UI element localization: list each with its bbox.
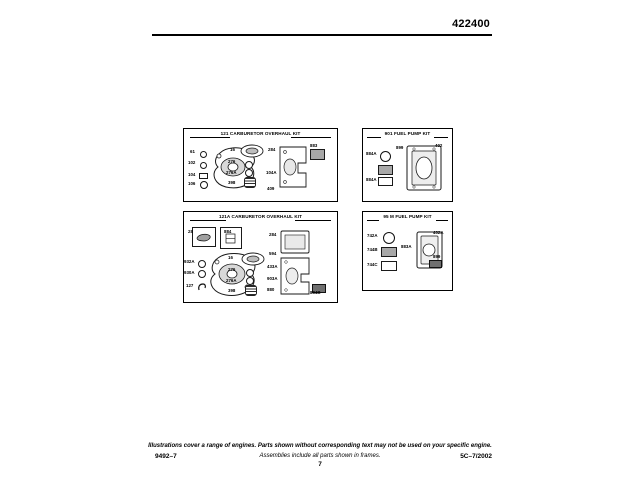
callout-903A: 903A xyxy=(267,276,278,281)
washer-part xyxy=(200,151,207,158)
callout-742A: 742A xyxy=(367,233,378,238)
o-ring-part xyxy=(246,277,254,285)
kit-frame-95m-fuel-pump xyxy=(362,211,453,291)
callout-899: 899 xyxy=(396,145,404,150)
callout-276: 276 xyxy=(228,159,236,164)
callout-284: 284 xyxy=(268,147,276,152)
callout-16: 16 xyxy=(230,147,235,152)
callout-104: 104 xyxy=(188,172,196,177)
callout-106: 106 xyxy=(188,181,196,186)
pump-cover-part xyxy=(381,261,397,271)
seal-part xyxy=(200,181,208,189)
callout-402A: 402A xyxy=(433,230,444,235)
kit-title-901: 901 FUEL PUMP KIT xyxy=(384,131,431,136)
footer-assembly-note: Assemblies include all parts shown in frames. xyxy=(259,453,381,459)
throttle-plate-part xyxy=(240,252,266,266)
fuel-pump-body-illustration xyxy=(403,142,447,194)
callout-883A: 883A xyxy=(401,244,412,249)
callout-883: 883 xyxy=(310,143,318,148)
kit-frame-121-carburetor-overhaul xyxy=(183,128,338,202)
callout-398: 398 xyxy=(228,180,236,185)
kit-title-121A: 121A CARBURETOR OVERHAUL KIT xyxy=(218,214,303,219)
gasket-stack-illustration xyxy=(277,228,313,298)
pump-diaphragm-part xyxy=(383,232,395,244)
throttle-plate-part xyxy=(239,144,265,158)
kit-title-95M: 95 M FUEL PUMP KIT xyxy=(383,214,432,219)
washer-part xyxy=(198,270,206,278)
kit-frame-901-fuel-pump xyxy=(362,128,453,202)
spring-part xyxy=(245,285,257,296)
o-ring-part xyxy=(246,269,254,277)
callout-61: 61 xyxy=(190,149,195,154)
spring-part xyxy=(244,177,256,188)
callout-402: 402 xyxy=(435,143,443,148)
callout-276A: 276A xyxy=(226,170,237,175)
gasket-sheet-part xyxy=(276,143,310,191)
kit-frame-121a-carburetor-overhaul xyxy=(183,211,338,303)
callout-16: 16 xyxy=(228,255,233,260)
callout-28: 28 xyxy=(188,229,193,234)
page-title: 422400 xyxy=(452,18,490,30)
callout-276A: 276A xyxy=(226,278,237,283)
callout-102: 102 xyxy=(188,160,196,165)
pump-gasket-part xyxy=(378,165,393,175)
callout-594: 594 xyxy=(269,251,277,256)
callout-284: 284 xyxy=(269,232,277,237)
washer-part xyxy=(200,162,207,169)
footer-left-code: 9492–7 xyxy=(155,453,177,460)
clip-part xyxy=(197,282,207,292)
callout-930A: 930A xyxy=(184,270,195,275)
callout-744C: 744C xyxy=(367,262,378,267)
callout-884A-bot: 884A xyxy=(366,177,377,182)
pump-gasket-part xyxy=(381,247,397,257)
callout-932A: 932A xyxy=(184,259,195,264)
o-ring-part xyxy=(245,161,253,169)
small-part-illustration xyxy=(195,232,212,243)
callout-398: 398 xyxy=(228,288,236,293)
callout-104A: 104A xyxy=(266,170,277,175)
pump-diaphragm-part xyxy=(380,151,391,162)
callout-744B: 744B xyxy=(367,247,378,252)
callout-276: 276 xyxy=(228,267,236,272)
callout-884: 884 xyxy=(224,229,232,234)
callout-899: 899 xyxy=(433,254,441,259)
footer-page-number: 7 xyxy=(318,461,322,468)
gasket-part xyxy=(199,173,208,179)
callout-880: 880 xyxy=(267,287,275,292)
callout-433A: 433A xyxy=(267,264,278,269)
diaphragm-part xyxy=(310,149,325,160)
washer-part xyxy=(198,260,206,268)
callout-127: 127 xyxy=(186,283,194,288)
screw-part xyxy=(429,260,442,268)
callout-409: 409 xyxy=(267,186,275,191)
kit-title-121: 121 CARBURETOR OVERHAUL KIT xyxy=(220,131,301,136)
footer-right-code: 5C–7/2002 xyxy=(460,453,492,460)
callout-884B: 884B xyxy=(310,290,321,295)
footer-illustration-note: Illustrations cover a range of engines. Parts shown without corresponding text may not be used on your specific engine. xyxy=(148,443,492,449)
pump-cover-part xyxy=(378,177,393,186)
callout-884A-top: 884A xyxy=(366,151,377,156)
o-ring-part xyxy=(245,169,253,177)
header-divider xyxy=(152,34,492,36)
